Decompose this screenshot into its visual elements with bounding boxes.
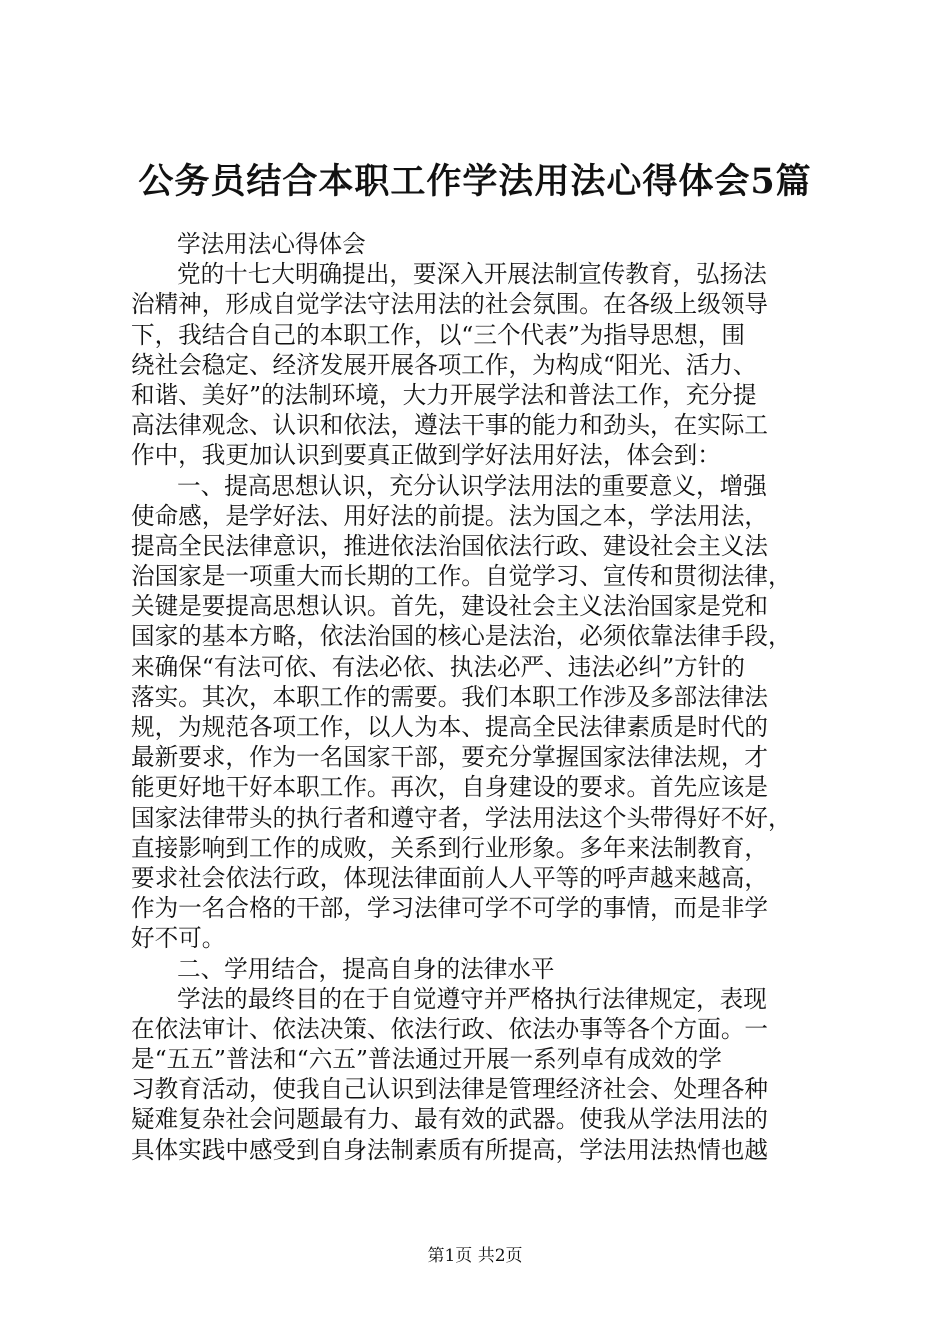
document-body: [131, 229, 831, 1165]
body-text-line: 规，为规范各项工作，以人为本、提高全民法律素质是时代的: [131, 713, 769, 741]
body-text-line: 绕社会稳定、经济发展开展各项工作，为构成“阳光、活力、: [131, 350, 757, 379]
body-text-line: 具体实践中感受到自身法制素质有所提高，学法用法热情也越: [131, 1135, 769, 1164]
body-text-line: 来确保“有法可依、有法必依、执法必严、违法必纠”方针的: [131, 652, 745, 681]
body-text-line: 最新要求，作为一名国家干部，要充分掌握国家法律法规，才: [131, 743, 769, 772]
body-text-line: 提高全民法律意识，推进依法治国依法行政、建设社会主义法: [131, 531, 769, 560]
body-text-line: 在依法审计、依法决策、依法行政、依法办事等各个方面。一: [131, 1014, 769, 1043]
body-text-line: 能更好地干好本职工作。再次，自身建设的要求。首先应该是: [131, 773, 769, 802]
body-text-line: 党的十七大明确提出，要深入开展法制宣传教育，弘扬法: [177, 260, 767, 289]
document-title: 公务员结合本职工作学法用法心得体会5篇: [138, 161, 812, 202]
page-footer: 第1页 共2页: [427, 1246, 523, 1266]
body-text-line: 使命感，是学好法、用好法的前提。法为国之本，学法用法，: [131, 501, 769, 530]
body-text-line: 和谐、美好”的法制环境，大力开展学法和普法工作，充分提: [131, 380, 757, 409]
body-text-line: 学法的最终目的在于自觉遵守并严格执行法律规定，表现: [177, 984, 767, 1013]
body-text-line: 一、提高思想认识，充分认识学法用法的重要意义，增强: [177, 471, 767, 500]
body-text-line: 作中，我更加认识到要真正做到学好法用好法，体会到：: [131, 441, 721, 470]
body-text-line: 直接影响到工作的成败，关系到行业形象。多年来法制教育，: [131, 833, 769, 862]
body-text-line: 好不可。: [131, 924, 226, 953]
body-text-line: 下，我结合自己的本职工作，以“三个代表”为指导思想，围: [131, 320, 745, 349]
body-text-line: 二、学用结合，提高自身的法律水平: [177, 954, 555, 983]
body-text-line: 治精神，形成自觉学法守法用法的社会氛围。在各级上级领导: [131, 290, 769, 319]
body-text-line: 学法用法心得体会: [177, 230, 366, 258]
body-text-line: 高法律观念、认识和依法，遵法干事的能力和劲头，在实际工: [131, 411, 769, 440]
body-text-line: 国家法律带头的执行者和遵守者，学法用法这个头带得好不好，: [131, 803, 792, 832]
body-text-line: 要求社会依法行政，体现法律面前人人平等的呼声越来越高，: [131, 863, 769, 892]
body-text-line: 国家的基本方略，依法治国的核心是法治，必须依靠法律手段，: [131, 622, 792, 651]
body-text-line: 治国家是一项重大而长期的工作。自觉学习、宣传和贯彻法律，: [131, 562, 792, 591]
body-text-line: 落实。其次，本职工作的需要。我们本职工作涉及多部法律法: [131, 682, 769, 711]
body-text-line: 关键是要提高思想认识。首先，建设社会主义法治国家是党和: [131, 592, 769, 621]
body-text-line: 疑难复杂社会问题最有力、最有效的武器。使我从学法用法的: [131, 1105, 769, 1134]
body-text-line: 是“五五”普法和“六五”普法通过开展一系列卓有成效的学: [131, 1045, 722, 1074]
body-text-line: 习教育活动，使我自己认识到法律是管理经济社会、处理各种: [131, 1075, 769, 1104]
body-text-line: 作为一名合格的干部，学习法律可学不可学的事情，而是非学: [131, 894, 769, 923]
